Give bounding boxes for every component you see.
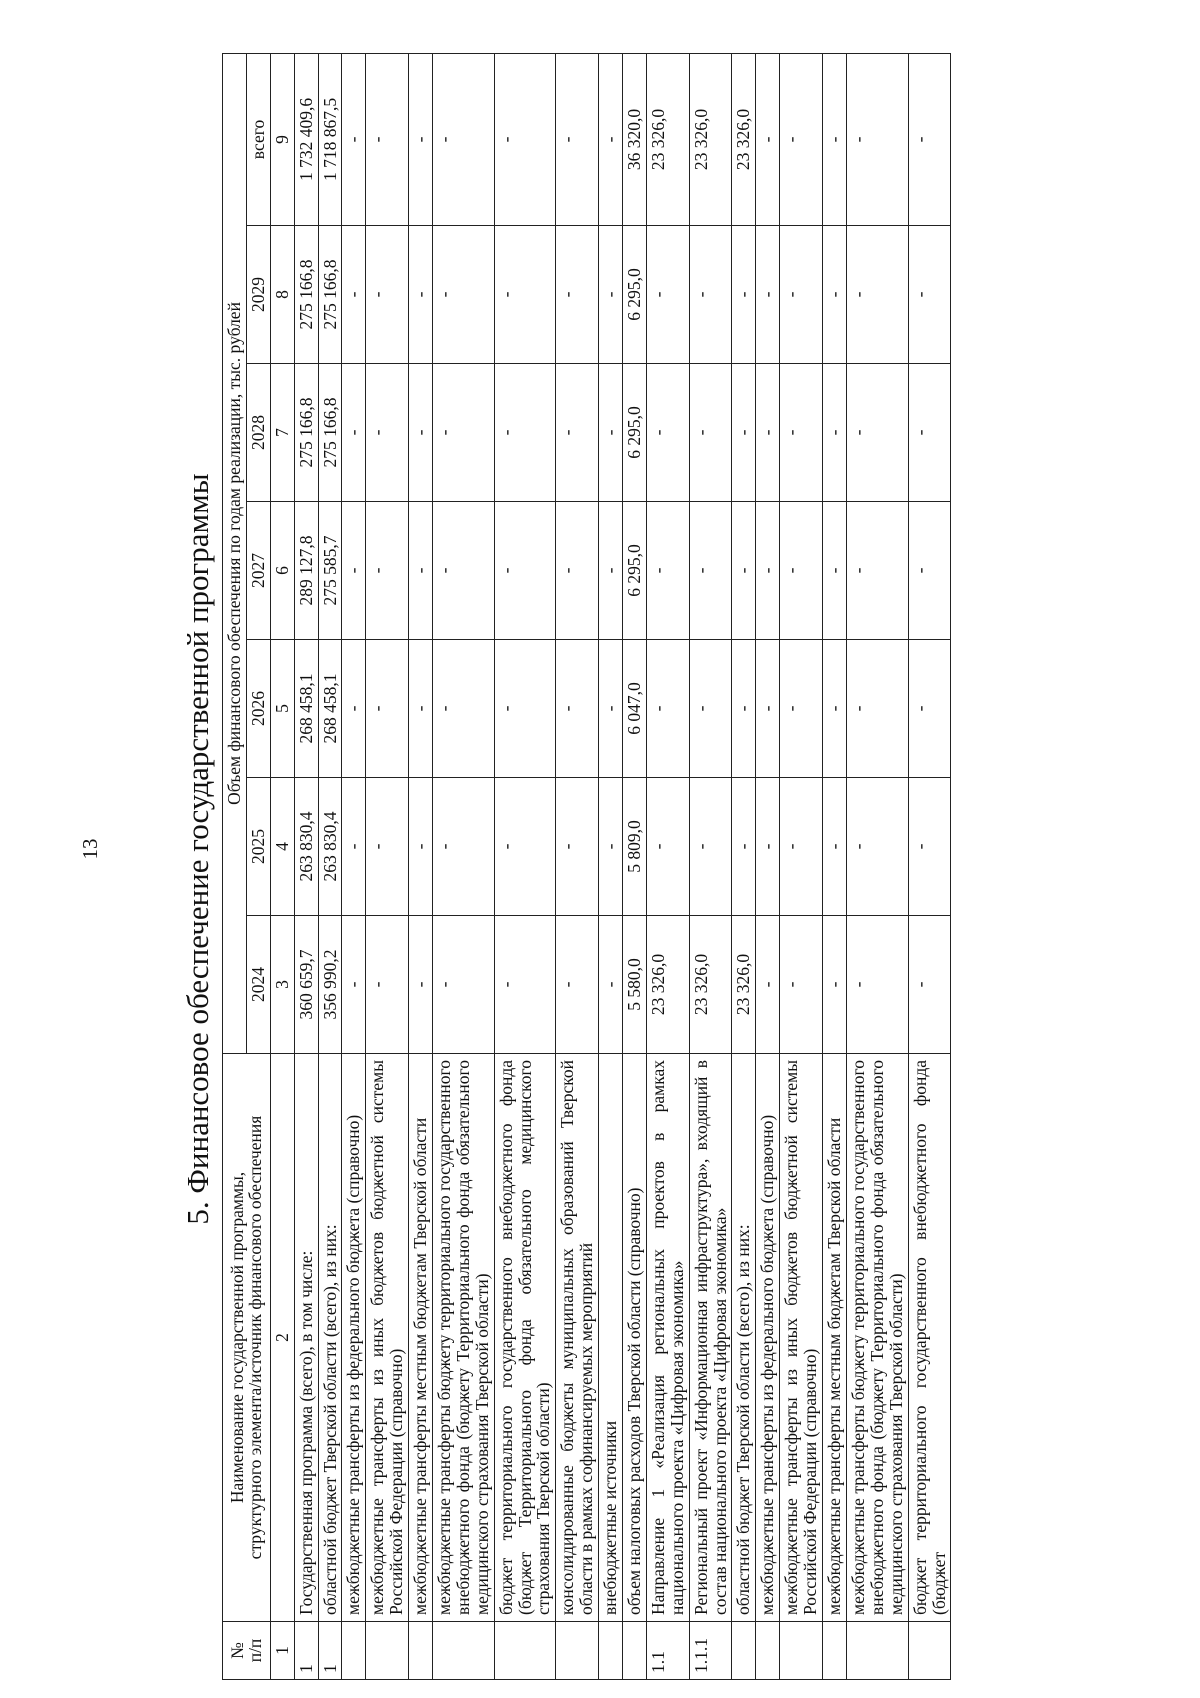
value-cell: 275 166,8: [294, 364, 318, 502]
value-cell: 5 580,0: [623, 916, 647, 1054]
table-row: [823, 53, 847, 1679]
column-index-cell: 5: [270, 640, 294, 778]
value-cell: 263 830,4: [318, 778, 342, 916]
value-cell: 360 659,7: [294, 916, 318, 1054]
row-number: [366, 1622, 409, 1680]
value-cell: 23 326,0: [689, 916, 732, 1054]
value-cell: -: [409, 364, 433, 502]
value-cell: -: [756, 502, 780, 640]
financing-table: [222, 53, 951, 1680]
value-cell: 6 047,0: [623, 640, 647, 778]
value-cell: -: [846, 916, 908, 1054]
row-number: [623, 1622, 647, 1680]
value-cell: -: [599, 226, 623, 364]
table-row: [732, 53, 756, 1679]
row-name: межбюджетные трансферты бюджету территориального государственного внебюджетного фонда (бюджету Территориального фонда обязательного медицинского страхования Тверской области): [846, 1054, 908, 1622]
table-row: [366, 53, 409, 1679]
value-cell: -: [556, 502, 599, 640]
year-header: 2024: [246, 916, 270, 1054]
table-row: [556, 53, 599, 1679]
value-cell: 1 732 409,6: [294, 53, 318, 225]
value-cell: -: [780, 226, 823, 364]
value-cell: -: [780, 53, 823, 225]
table-row: [409, 53, 433, 1679]
value-cell: 268 458,1: [294, 640, 318, 778]
row-name: межбюджетные трансферты из федерального бюджета (справочно): [342, 1054, 366, 1622]
year-header: 2028: [246, 364, 270, 502]
value-cell: -: [756, 226, 780, 364]
value-cell: -: [846, 640, 908, 778]
value-cell: 23 326,0: [646, 53, 689, 225]
table-row: [846, 53, 908, 1679]
value-cell: -: [732, 226, 756, 364]
value-cell: 36 320,0: [623, 53, 647, 225]
value-cell: -: [342, 778, 366, 916]
year-header: 2029: [246, 226, 270, 364]
value-cell: -: [689, 640, 732, 778]
value-cell: -: [780, 364, 823, 502]
row-name: объем налоговых расходов Тверской области (справочно): [623, 1054, 647, 1622]
value-cell: -: [846, 226, 908, 364]
table-row: [780, 53, 823, 1679]
column-header-number-line-1: №: [226, 1642, 247, 1659]
row-name: внебюджетные источники: [599, 1054, 623, 1622]
value-cell: -: [823, 640, 847, 778]
value-cell: -: [846, 53, 908, 225]
table-row: [342, 53, 366, 1679]
table-row: [494, 53, 556, 1679]
row-number: [908, 1622, 951, 1680]
column-index-cell: 9: [270, 53, 294, 225]
table-row: [318, 53, 342, 1679]
value-cell: -: [823, 53, 847, 225]
row-number: [433, 1622, 495, 1680]
value-cell: -: [732, 640, 756, 778]
value-cell: -: [409, 53, 433, 225]
value-cell: -: [494, 778, 556, 916]
value-cell: -: [689, 502, 732, 640]
column-index-cell: 4: [270, 778, 294, 916]
value-cell: 275 585,7: [318, 502, 342, 640]
row-number: [780, 1622, 823, 1680]
value-cell: -: [732, 364, 756, 502]
value-cell: -: [908, 364, 951, 502]
value-cell: -: [756, 53, 780, 225]
value-cell: -: [908, 502, 951, 640]
column-index-cell: 2: [270, 1054, 294, 1622]
value-cell: -: [756, 778, 780, 916]
year-header: 2026: [246, 640, 270, 778]
row-name: консолидированные бюджеты муниципальных образований Тверской области в рамках софинансируемых мероприятий: [556, 1054, 599, 1622]
value-cell: 356 990,2: [318, 916, 342, 1054]
column-index-cell: 3: [270, 916, 294, 1054]
row-name: Региональный проект «Информационная инфраструктура», входящий в состав национального проекта «Цифровая экономика»: [689, 1054, 732, 1622]
table-row: [433, 53, 495, 1679]
value-cell: -: [689, 364, 732, 502]
value-cell: -: [689, 226, 732, 364]
table-row: [623, 53, 647, 1679]
value-cell: -: [433, 226, 495, 364]
value-cell: -: [689, 778, 732, 916]
value-cell: -: [556, 364, 599, 502]
row-name: межбюджетные трансферты бюджету территориального государственного внебюджетного фонда (бюджету Территориального фонда обязательного медицинского страхования Тверской области): [433, 1054, 495, 1622]
value-cell: -: [366, 53, 409, 225]
value-cell: -: [494, 916, 556, 1054]
row-number: 1: [318, 1622, 342, 1680]
row-number: [409, 1622, 433, 1680]
column-header-number: [223, 1622, 271, 1680]
value-cell: -: [366, 778, 409, 916]
value-cell: 1 718 867,5: [318, 53, 342, 225]
row-name: межбюджетные трансферты из иных бюджетов бюджетной системы Российской Федерации (справочно): [366, 1054, 409, 1622]
volume-header: Объем финансового обеспечения по годам реализации, тыс. рублей: [223, 53, 247, 1053]
value-cell: -: [646, 226, 689, 364]
value-cell: -: [756, 640, 780, 778]
value-cell: -: [494, 53, 556, 225]
value-cell: -: [433, 364, 495, 502]
value-cell: 5 809,0: [623, 778, 647, 916]
table-row: [689, 53, 732, 1679]
value-cell: -: [780, 640, 823, 778]
value-cell: -: [823, 778, 847, 916]
value-cell: -: [908, 640, 951, 778]
value-cell: -: [846, 364, 908, 502]
value-cell: 23 326,0: [646, 916, 689, 1054]
value-cell: -: [556, 778, 599, 916]
row-name: Государственная программа (всего), в том числе:: [294, 1054, 318, 1622]
value-cell: -: [409, 502, 433, 640]
value-cell: -: [756, 916, 780, 1054]
value-cell: -: [366, 226, 409, 364]
page-number: 13: [78, 838, 102, 860]
value-cell: -: [494, 640, 556, 778]
row-name: областной бюджет Тверской области (всего), из них:: [732, 1054, 756, 1622]
table-row: [294, 53, 318, 1679]
value-cell: -: [433, 778, 495, 916]
value-cell: -: [646, 502, 689, 640]
row-number: 1: [294, 1622, 318, 1680]
table-row: [599, 53, 623, 1679]
value-cell: -: [823, 916, 847, 1054]
row-number: [599, 1622, 623, 1680]
row-name: областной бюджет Тверской области (всего), из них:: [318, 1054, 342, 1622]
value-cell: 6 295,0: [623, 226, 647, 364]
value-cell: -: [556, 640, 599, 778]
value-cell: -: [494, 364, 556, 502]
column-index-cell: 8: [270, 226, 294, 364]
value-cell: -: [342, 226, 366, 364]
value-cell: -: [599, 916, 623, 1054]
value-cell: -: [409, 916, 433, 1054]
value-cell: -: [646, 640, 689, 778]
column-header-name-line-1: Наименование государственной программы,: [226, 1171, 247, 1504]
value-cell: -: [366, 502, 409, 640]
value-cell: 6 295,0: [623, 502, 647, 640]
column-index-cell: 7: [270, 364, 294, 502]
value-cell: -: [556, 226, 599, 364]
value-cell: -: [433, 53, 495, 225]
value-cell: -: [433, 502, 495, 640]
row-name: межбюджетные трансферты местным бюджетам Тверской области: [823, 1054, 847, 1622]
value-cell: -: [342, 364, 366, 502]
value-cell: -: [823, 502, 847, 640]
row-name: межбюджетные трансферты из иных бюджетов бюджетной системы Российской Федерации (справочно): [780, 1054, 823, 1622]
value-cell: -: [342, 640, 366, 778]
value-cell: -: [732, 778, 756, 916]
value-cell: -: [646, 364, 689, 502]
value-cell: -: [366, 364, 409, 502]
row-number: [342, 1622, 366, 1680]
value-cell: -: [646, 778, 689, 916]
value-cell: -: [599, 640, 623, 778]
value-cell: -: [732, 502, 756, 640]
value-cell: -: [908, 778, 951, 916]
value-cell: -: [908, 53, 951, 225]
value-cell: -: [846, 778, 908, 916]
row-number: [732, 1622, 756, 1680]
value-cell: -: [599, 364, 623, 502]
value-cell: -: [599, 502, 623, 640]
value-cell: -: [908, 226, 951, 364]
table-row: [646, 53, 689, 1679]
row-name: бюджет территориального государственного внебюджетного фонда (бюджет Территориального фонда обязательного медицинского страхования Тверской области): [494, 1054, 556, 1622]
value-cell: 268 458,1: [318, 640, 342, 778]
column-index-row: [270, 53, 294, 1679]
value-cell: 263 830,4: [294, 778, 318, 916]
value-cell: -: [342, 916, 366, 1054]
value-cell: -: [342, 53, 366, 225]
row-number: [846, 1622, 908, 1680]
value-cell: 275 166,8: [294, 226, 318, 364]
year-header: 2027: [246, 502, 270, 640]
column-header-name: [223, 1054, 271, 1622]
row-name: Направление 1 «Реализация региональных проектов в рамках национального проекта «Цифровая экономика»: [646, 1054, 689, 1622]
value-cell: -: [409, 640, 433, 778]
value-cell: -: [433, 916, 495, 1054]
value-cell: -: [366, 640, 409, 778]
value-cell: -: [823, 364, 847, 502]
table-row: [908, 53, 951, 1679]
row-number: [756, 1622, 780, 1680]
value-cell: -: [908, 916, 951, 1054]
year-header: 2025: [246, 778, 270, 916]
value-cell: 23 326,0: [689, 53, 732, 225]
value-cell: -: [366, 916, 409, 1054]
value-cell: -: [599, 778, 623, 916]
row-number: 1.1: [646, 1622, 689, 1680]
section-heading: 5. Финансовое обеспечение государственной программы: [180, 473, 215, 1225]
row-number: [823, 1622, 847, 1680]
value-cell: -: [556, 916, 599, 1054]
row-name: бюджет территориального государственного внебюджетного фонда (бюджет: [908, 1054, 951, 1622]
row-name: межбюджетные трансферты из федерального бюджета (справочно): [756, 1054, 780, 1622]
value-cell: 275 166,8: [318, 226, 342, 364]
value-cell: 6 295,0: [623, 364, 647, 502]
row-name: межбюджетные трансферты местным бюджетам Тверской области: [409, 1054, 433, 1622]
column-header-name-line-2: структурного элемента/источник финансового обеспечения: [245, 1115, 266, 1560]
row-number: [494, 1622, 556, 1680]
column-header-number-line-2: п/п: [245, 1638, 266, 1663]
year-header: всего: [246, 53, 270, 225]
column-index-cell: 1: [270, 1622, 294, 1680]
value-cell: -: [599, 53, 623, 225]
value-cell: -: [409, 778, 433, 916]
value-cell: -: [409, 226, 433, 364]
value-cell: -: [780, 916, 823, 1054]
value-cell: -: [780, 502, 823, 640]
value-cell: -: [433, 640, 495, 778]
value-cell: -: [494, 502, 556, 640]
value-cell: 275 166,8: [318, 364, 342, 502]
value-cell: -: [756, 364, 780, 502]
value-cell: -: [342, 502, 366, 640]
value-cell: -: [556, 53, 599, 225]
value-cell: 289 127,8: [294, 502, 318, 640]
value-cell: 23 326,0: [732, 53, 756, 225]
value-cell: -: [823, 226, 847, 364]
value-cell: 23 326,0: [732, 916, 756, 1054]
value-cell: -: [780, 778, 823, 916]
row-number: [556, 1622, 599, 1680]
value-cell: -: [846, 502, 908, 640]
row-number: 1.1.1: [689, 1622, 732, 1680]
column-index-cell: 6: [270, 502, 294, 640]
value-cell: -: [494, 226, 556, 364]
table-row: [756, 53, 780, 1679]
